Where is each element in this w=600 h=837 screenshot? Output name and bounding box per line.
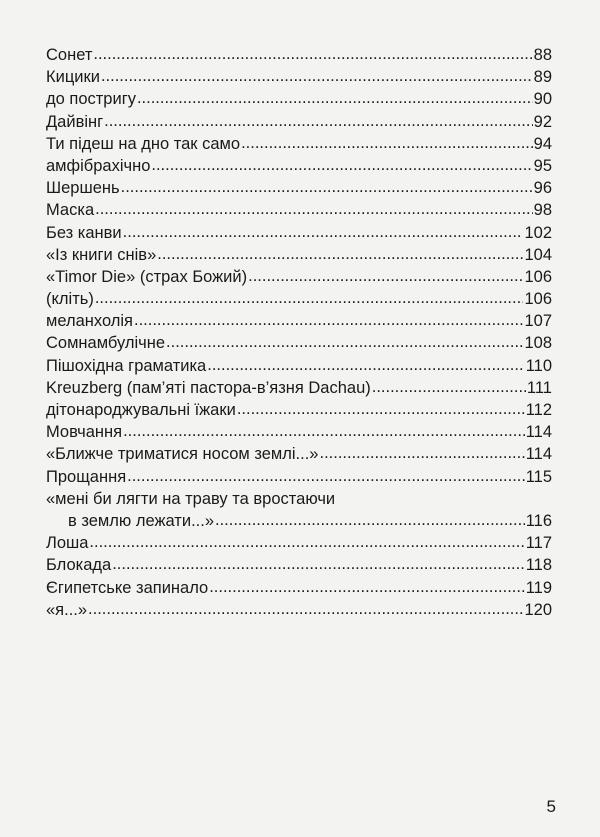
toc-entry-title: дітонароджувальні їжаки bbox=[46, 401, 236, 419]
toc-entry bbox=[46, 244, 552, 266]
toc-entry-title: Шершень bbox=[46, 179, 120, 198]
dot-leader bbox=[101, 65, 533, 87]
toc-entry-page: 115 bbox=[525, 467, 552, 486]
dot-leader bbox=[89, 531, 524, 553]
toc-entry-page: 88 bbox=[533, 46, 552, 64]
toc-entry-page: 111 bbox=[526, 378, 552, 397]
toc-entry-title: «Timor Die» (страх Божий) bbox=[46, 267, 248, 286]
toc-entry-page: 114 bbox=[525, 423, 552, 442]
toc-entry-title: Лоша bbox=[46, 534, 89, 553]
toc-entry-title: «Із книги снів» bbox=[46, 245, 157, 264]
dot-leader bbox=[157, 243, 523, 265]
dot-leader bbox=[166, 331, 523, 353]
toc-entry-title: Без канви bbox=[46, 223, 122, 242]
toc-entry-page: 114 bbox=[525, 445, 552, 464]
toc-entry bbox=[46, 177, 552, 199]
toc-entry bbox=[46, 554, 552, 576]
dot-leader bbox=[123, 221, 524, 243]
toc-entry-title: Ти підеш на дно так само bbox=[46, 134, 241, 153]
toc-entry-title: Дайвінг bbox=[46, 112, 104, 131]
toc-entry-title-line-2: в землю лежати...» bbox=[68, 511, 215, 530]
toc-entry bbox=[46, 133, 552, 155]
dot-leader bbox=[123, 420, 525, 442]
toc-entry bbox=[46, 577, 552, 599]
toc-entry bbox=[46, 377, 552, 399]
toc-entry-two-line bbox=[46, 488, 552, 532]
toc-entry bbox=[46, 532, 552, 554]
toc-entry-page: 106 bbox=[524, 290, 552, 309]
toc-entry-page: 94 bbox=[533, 134, 552, 153]
toc-entry-page: 110 bbox=[525, 356, 552, 375]
dot-leader bbox=[112, 553, 524, 575]
toc-entry-title: Маска bbox=[46, 201, 95, 220]
toc-entry-page: 116 bbox=[525, 511, 552, 530]
toc-entry bbox=[46, 466, 552, 488]
toc-entry-page: 92 bbox=[533, 112, 552, 131]
toc-entry-title: Сонет bbox=[46, 46, 93, 64]
toc-entry bbox=[46, 599, 552, 621]
toc-entry-title: «я...» bbox=[46, 600, 88, 619]
toc-entry bbox=[46, 66, 552, 88]
toc-entry-title: Блокада bbox=[46, 556, 112, 575]
page-number: 5 bbox=[546, 797, 556, 816]
toc-entry-title: Єгипетське запинало bbox=[46, 578, 209, 597]
toc-entry-page: 119 bbox=[525, 578, 552, 597]
dot-leader bbox=[215, 509, 525, 531]
toc-entry-title: Кицики bbox=[46, 68, 100, 87]
toc-entry bbox=[46, 88, 552, 110]
toc-entry-title: Пішохідна граматика bbox=[46, 356, 207, 375]
toc-entry-title: меланхолія bbox=[46, 312, 133, 331]
dot-leader bbox=[88, 598, 523, 620]
dot-leader bbox=[93, 43, 532, 65]
toc-entry-title: Прощання bbox=[46, 467, 127, 486]
dot-leader bbox=[248, 265, 523, 287]
toc-entry-page: 89 bbox=[533, 68, 552, 87]
dot-leader bbox=[209, 576, 524, 598]
toc-entry-page: 96 bbox=[533, 179, 552, 198]
toc-entry bbox=[46, 111, 552, 133]
toc-entry-page: 120 bbox=[524, 600, 552, 619]
toc-entry bbox=[46, 266, 552, 288]
toc-entry bbox=[46, 44, 552, 66]
toc-entry-title: Сомнамбулічне bbox=[46, 334, 166, 353]
toc-entry-title: Мовчання bbox=[46, 423, 123, 442]
dot-leader bbox=[104, 110, 533, 132]
toc-entry bbox=[46, 155, 552, 177]
dot-leader bbox=[151, 154, 532, 176]
toc-entry-page: 90 bbox=[533, 90, 552, 109]
toc-entry-title: (кліть) bbox=[46, 290, 94, 309]
toc-entry-page: 106 bbox=[524, 267, 552, 286]
toc-entry-page: 108 bbox=[524, 334, 552, 353]
toc-entry bbox=[46, 222, 552, 244]
toc-entry-second-line bbox=[46, 510, 552, 532]
dot-leader bbox=[95, 287, 524, 309]
table-of-contents bbox=[46, 44, 552, 621]
toc-entry bbox=[46, 399, 552, 421]
toc-entry-page: 112 bbox=[525, 401, 552, 419]
dot-leader bbox=[95, 198, 533, 220]
toc-entry-page: 107 bbox=[524, 312, 552, 331]
toc-entry-title: Kreuzberg (пам’яті пастора-в’язня Dachau) bbox=[46, 378, 371, 397]
toc-entry bbox=[46, 199, 552, 221]
dot-leader bbox=[134, 309, 523, 331]
dot-leader bbox=[241, 132, 533, 154]
toc-entry bbox=[46, 443, 552, 465]
toc-entry-page: 95 bbox=[533, 156, 552, 175]
toc-entry bbox=[46, 355, 552, 377]
toc-entry-page: 104 bbox=[524, 245, 552, 264]
toc-entry-page: 117 bbox=[525, 534, 552, 553]
dot-leader bbox=[137, 87, 533, 109]
toc-entry bbox=[46, 310, 552, 332]
toc-entry-page: 118 bbox=[525, 556, 552, 575]
toc-entry bbox=[46, 288, 552, 310]
toc-entry-title-line-1: «мені би лягти на траву та вростаючи bbox=[46, 489, 336, 508]
dot-leader bbox=[319, 442, 524, 464]
dot-leader bbox=[207, 354, 524, 376]
toc-entry bbox=[46, 421, 552, 443]
toc-entry bbox=[46, 332, 552, 354]
toc-entry-title: до постригу bbox=[46, 90, 136, 109]
toc-entry-page: 102 bbox=[524, 223, 552, 242]
dot-leader bbox=[127, 465, 525, 487]
toc-entry-page: 98 bbox=[533, 201, 552, 220]
toc-entry-title: «Ближче триматися носом землі...» bbox=[46, 445, 319, 464]
dot-leader bbox=[237, 398, 525, 420]
dot-leader bbox=[372, 376, 526, 398]
toc-entry-title: амфібрахічно bbox=[46, 156, 151, 175]
dot-leader bbox=[121, 176, 533, 198]
